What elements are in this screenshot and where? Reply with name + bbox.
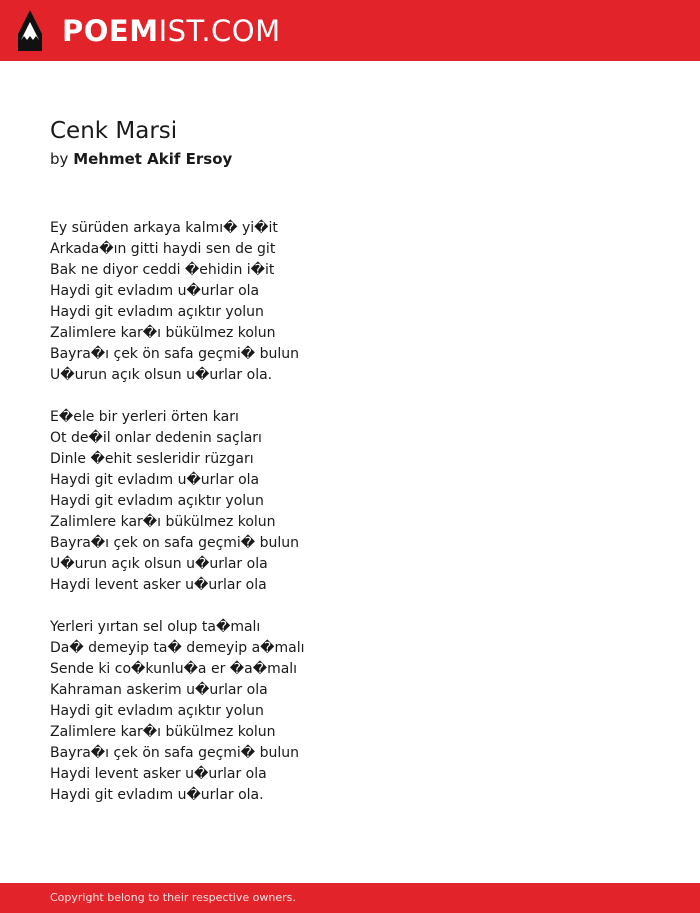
poem-line: Haydi git evladım u�urlar ola (50, 283, 260, 299)
poem-line: E�ele bir yerleri örten karı (50, 409, 239, 425)
site-footer (0, 883, 700, 913)
poem-line: Bak ne diyor ceddi �ehidin i�it (50, 262, 275, 278)
stanza-2 (50, 407, 650, 596)
poem-line: Haydi levent asker u�urlar ola (50, 577, 267, 593)
poem-line: Ot de�il onlar dedenin saçları (50, 430, 262, 446)
poem-line: Bayra�ı çek ön safa geçmi� bulun (50, 745, 300, 761)
stanza-3 (50, 617, 650, 806)
poem-line: Ey sürüden arkaya kalmı� yi�it (50, 220, 278, 236)
poem-line: Haydi git evladım u�urlar ola. (50, 787, 264, 803)
copyright-notice: Copyright belong to their respective owners. (50, 891, 296, 904)
poem-line: Dinle �ehit sesleridir rüzgarı (50, 451, 254, 467)
poem-line: Arkada�ın gitti haydi sen de git (50, 241, 276, 257)
poem-line: Haydi git evladım açıktır yolun (50, 304, 264, 320)
poem-line: Kahraman askerim u�urlar ola (50, 682, 268, 698)
poem-line: U�urun açık olsun u�urlar ola (50, 556, 268, 572)
poem-line: Sende ki co�kunlu�a er �a�malı (50, 661, 298, 677)
poem-line: Haydi git evladım u�urlar ola (50, 472, 260, 488)
poem-line: Bayra�ı çek on safa geçmi� bulun (50, 535, 300, 551)
poem-line: Bayra�ı çek ön safa geçmi� bulun (50, 346, 300, 362)
site-logo-text[interactable] (62, 12, 281, 50)
poem-line: U�urun açık olsun u�urlar ola. (50, 367, 273, 383)
by-label: by (50, 150, 69, 168)
poem-line: Zalimlere kar�ı bükülmez kolun (50, 325, 276, 341)
site-header (0, 0, 700, 61)
poem-line: Zalimlere kar�ı bükülmez kolun (50, 724, 276, 740)
site-name-bold: POEM (62, 14, 159, 48)
poem-line: Yerleri yırtan sel olup ta�malı (50, 619, 261, 635)
byline (50, 148, 232, 170)
site-name-light: IST.COM (158, 14, 281, 48)
poem-line: Da� demeyip ta� demeyip a�malı (50, 640, 305, 656)
poem-line: Zalimlere kar�ı bükülmez kolun (50, 514, 276, 530)
pencil-logo-icon[interactable] (18, 10, 42, 51)
poem-line: Haydi levent asker u�urlar ola (50, 766, 267, 782)
poem-title: Cenk Marsi (50, 118, 178, 144)
stanza-1 (50, 218, 650, 386)
poem-body (50, 218, 650, 827)
author-name: Mehmet Akif Ersoy (73, 150, 233, 168)
poem-line: Haydi git evladım açıktır yolun (50, 703, 264, 719)
poem-line: Haydi git evladım açıktır yolun (50, 493, 264, 509)
